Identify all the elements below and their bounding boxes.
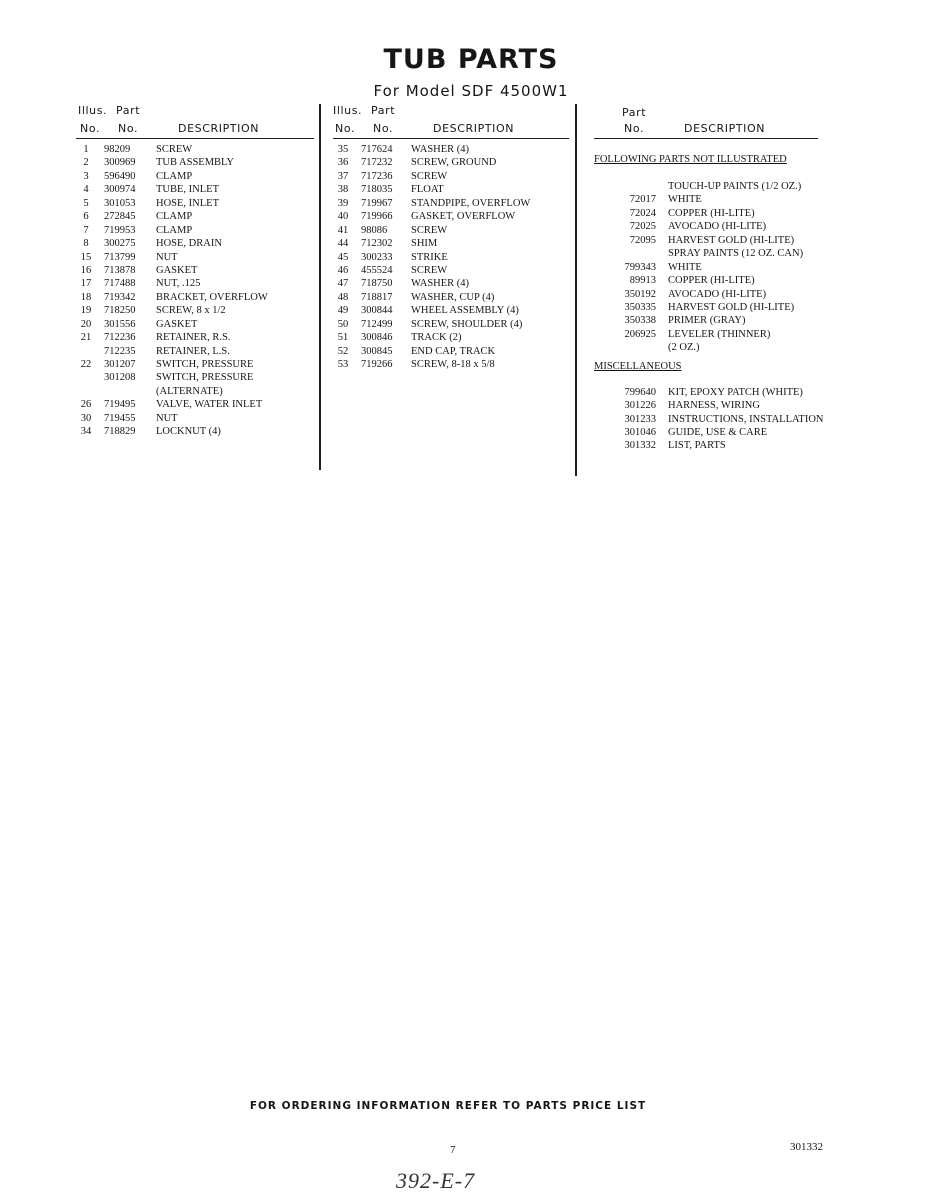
table-row (333, 143, 569, 156)
part-no: 300846 (361, 332, 393, 344)
illus-no: 52 (337, 345, 349, 357)
table-row (333, 224, 569, 237)
description: WASHER, CUP (4) (411, 291, 495, 303)
part-no: 98209 (104, 144, 131, 155)
description: SCREW, 8 x 1/2 (156, 305, 226, 317)
table-row (594, 413, 844, 426)
description: SCREW, SHOULDER (4) (411, 318, 523, 330)
description: PRIMER (GRAY) (668, 315, 746, 327)
part-no-label: No. (624, 122, 645, 135)
illus-no: 47 (337, 278, 349, 290)
part-no: 300969 (104, 157, 136, 169)
part-no: 719266 (361, 359, 393, 370)
part-no: 301556 (104, 318, 136, 330)
description: NUT, .125 (156, 278, 201, 290)
part-no: 719342 (104, 291, 136, 303)
table-row (76, 425, 314, 438)
illus-no: 49 (337, 305, 349, 317)
table-row (594, 193, 844, 206)
part-no: 712302 (361, 238, 393, 250)
description: NUT (156, 412, 178, 424)
part-no: 596490 (104, 170, 136, 182)
part-no: 799343 (624, 261, 656, 273)
description: KIT, EPOXY PATCH (WHITE) (668, 386, 803, 398)
column-divider-2 (575, 104, 577, 476)
description: LEVELER (THINNER) (668, 328, 771, 340)
part-no: 717488 (104, 278, 136, 290)
table-row (76, 264, 314, 277)
part-no: 206925 (624, 328, 656, 340)
description: COPPER (HI-LITE) (668, 207, 755, 219)
part-no-label: No. (373, 122, 394, 135)
illus-no: 17 (80, 278, 92, 290)
table-row (76, 156, 314, 169)
description: STANDPIPE, OVERFLOW (411, 197, 531, 209)
description: HARNESS, WIRING (668, 400, 760, 412)
table-row (594, 207, 844, 220)
part-no: 799640 (624, 386, 656, 398)
illus-no: 34 (80, 426, 92, 438)
column-2-rule (333, 138, 569, 139)
description: GASKET (156, 264, 198, 276)
description: SWITCH, PRESSURE (156, 359, 254, 370)
illus-no: 1 (83, 144, 89, 155)
description: TRACK (2) (411, 332, 462, 344)
illus-no: 20 (80, 318, 92, 330)
description-label: DESCRIPTION (684, 122, 766, 135)
illus-no: 39 (337, 197, 349, 209)
page-title: TUB PARTS (383, 44, 559, 75)
column-1-rule (76, 138, 314, 139)
table-row (333, 170, 569, 183)
illus-no: 35 (337, 144, 349, 155)
table-row (76, 331, 314, 344)
column-3-header (594, 104, 844, 138)
part-no: 350338 (624, 315, 656, 327)
table-row (594, 247, 844, 260)
description: CLAMP (156, 224, 193, 236)
table-row (594, 274, 844, 287)
illus-no: 53 (337, 359, 349, 370)
description: (2 OZ.) (668, 342, 700, 354)
description: GASKET, OVERFLOW (411, 211, 516, 223)
part-no: 718817 (361, 291, 393, 303)
description: GUIDE, USE & CARE (668, 427, 768, 438)
part-no: 301053 (104, 197, 136, 209)
part-no: 718829 (104, 426, 136, 438)
description: SHIM (411, 238, 438, 250)
illus-no: 36 (337, 157, 349, 169)
part-no: 300233 (361, 251, 393, 263)
description: RETAINER, L.S. (156, 345, 230, 357)
column-1-rows (76, 143, 314, 439)
illus-no: 30 (80, 412, 92, 424)
table-row (76, 385, 314, 398)
table-row (76, 251, 314, 264)
part-no: 72025 (629, 221, 656, 233)
illus-no: 4 (83, 184, 89, 196)
illus-no: 21 (80, 332, 92, 344)
description: HOSE, INLET (156, 197, 219, 209)
description: HARVEST GOLD (HI-LITE) (668, 234, 795, 246)
document-number: 301332 (790, 1141, 823, 1153)
part-no: 718035 (361, 184, 393, 196)
description: SCREW, GROUND (411, 157, 497, 169)
illus-no: 41 (337, 224, 349, 236)
description: STRIKE (411, 251, 448, 263)
part-no: 272845 (104, 211, 136, 223)
description: TUBE, INLET (156, 184, 219, 196)
description: TOUCH-UP PAINTS (1/2 OZ.) (668, 181, 802, 192)
part-no: 300844 (361, 305, 393, 317)
description: SCREW (156, 144, 193, 155)
table-row (76, 371, 314, 384)
part-no: 712499 (361, 318, 393, 330)
description: LOCKNUT (4) (156, 426, 221, 438)
not-illustrated-rows (594, 180, 844, 355)
illus-no: 48 (337, 291, 349, 303)
part-no: 717232 (361, 157, 393, 169)
illus-no: 6 (83, 211, 89, 223)
description: FLOAT (411, 184, 444, 196)
part-no: 350192 (624, 288, 656, 300)
parts-column-3 (594, 104, 844, 453)
table-row (333, 183, 569, 196)
illus-no: 50 (337, 318, 349, 330)
table-row (594, 180, 844, 193)
part-no: 713799 (104, 251, 136, 263)
illus-no: 46 (337, 264, 349, 276)
table-row (333, 291, 569, 304)
part-no: 72024 (629, 207, 656, 219)
description: SCREW (411, 264, 448, 276)
table-row (76, 318, 314, 331)
illus-no: 3 (83, 170, 89, 182)
table-row (76, 277, 314, 290)
part-label: Part (116, 104, 141, 117)
part-no: 719495 (104, 399, 136, 411)
page-number: 7 (450, 1144, 456, 1156)
part-no: 712236 (104, 332, 136, 344)
illus-no-label: No. (335, 122, 356, 135)
table-row (333, 277, 569, 290)
part-no: 300974 (104, 184, 136, 196)
illus-label: Illus. (333, 104, 363, 117)
description: AVOCADO (HI-LITE) (668, 288, 767, 300)
table-row (76, 224, 314, 237)
part-no: 350335 (624, 301, 656, 313)
description: HOSE, DRAIN (156, 238, 222, 250)
part-no: 718250 (104, 305, 136, 317)
table-row (333, 358, 569, 371)
table-row (594, 426, 844, 439)
ordering-footer: FOR ORDERING INFORMATION REFER TO PARTS PRICE LIST (249, 1100, 647, 1112)
part-no: 719455 (104, 412, 136, 424)
illus-no: 22 (80, 359, 92, 370)
table-row (76, 237, 314, 250)
illus-no: 40 (337, 211, 349, 223)
part-no: 712235 (104, 345, 136, 357)
part-no: 719966 (361, 211, 393, 223)
part-no: 301226 (624, 400, 656, 412)
table-row (76, 170, 314, 183)
description: WHITE (668, 194, 702, 206)
description: COPPER (HI-LITE) (668, 275, 755, 287)
table-row (333, 197, 569, 210)
illus-no: 5 (83, 197, 89, 209)
part-no: 301233 (624, 413, 656, 425)
description: NUT (156, 251, 178, 263)
description: CLAMP (156, 170, 193, 182)
table-row (76, 398, 314, 411)
illus-no: 26 (80, 399, 92, 411)
table-row (76, 304, 314, 317)
column-1-header (76, 104, 314, 138)
description-label: DESCRIPTION (178, 122, 260, 135)
table-row (333, 304, 569, 317)
part-no: 301207 (104, 359, 136, 370)
miscellaneous-rows (594, 386, 844, 453)
page-subtitle: For Model SDF 4500W1 (373, 82, 569, 100)
column-2-rows (333, 143, 569, 371)
description: (ALTERNATE) (156, 385, 223, 397)
column-divider-1 (319, 104, 321, 470)
description: END CAP, TRACK (411, 345, 496, 357)
part-no-label: No. (118, 122, 139, 135)
illus-no: 38 (337, 184, 349, 196)
description: HARVEST GOLD (HI-LITE) (668, 301, 795, 313)
column-2-header (333, 104, 569, 138)
table-row (594, 328, 844, 341)
table-row (76, 345, 314, 358)
illus-label: Illus. (78, 104, 108, 117)
description: GASKET (156, 318, 198, 330)
illus-no: 51 (337, 332, 349, 344)
illus-no: 19 (80, 305, 92, 317)
table-row (594, 288, 844, 301)
table-row (333, 345, 569, 358)
part-no: 718750 (361, 278, 393, 290)
description: RETAINER, R.S. (156, 332, 231, 344)
table-row (333, 251, 569, 264)
handwritten-note: 392-E-7 (396, 1168, 476, 1193)
table-row (594, 261, 844, 274)
description: INSTRUCTIONS, INSTALLATION (668, 413, 824, 425)
description: AVOCADO (HI-LITE) (668, 221, 767, 233)
description: LIST, PARTS (668, 440, 726, 452)
illus-no: 18 (80, 291, 92, 303)
illus-no: 44 (337, 238, 349, 250)
illus-no: 7 (83, 224, 89, 236)
illus-no: 2 (83, 157, 89, 169)
table-row (333, 156, 569, 169)
table-row (76, 291, 314, 304)
section-not-illustrated: FOLLOWING PARTS NOT ILLUSTRATED (594, 154, 787, 165)
parts-column-2 (333, 104, 569, 371)
illus-no: 37 (337, 170, 349, 182)
part-no: 300275 (104, 238, 136, 250)
part-no: 98086 (361, 224, 388, 236)
section-miscellaneous: MISCELLANEOUS (594, 360, 682, 372)
table-row (594, 301, 844, 314)
illus-no: 16 (80, 264, 92, 276)
table-row (333, 237, 569, 250)
part-no: 301046 (624, 427, 656, 438)
table-row (333, 210, 569, 223)
table-row (594, 314, 844, 327)
description: VALVE, WATER INLET (156, 399, 263, 411)
part-label: Part (371, 104, 396, 117)
part-no: 719967 (361, 197, 393, 209)
description: WHEEL ASSEMBLY (4) (411, 305, 519, 317)
description-label: DESCRIPTION (433, 122, 515, 135)
table-row (76, 197, 314, 210)
description: SPRAY PAINTS (12 OZ. CAN) (668, 248, 804, 260)
part-label: Part (622, 106, 647, 119)
table-row (594, 439, 844, 452)
description: WASHER (4) (411, 144, 470, 155)
table-row (76, 143, 314, 156)
table-row (76, 183, 314, 196)
table-row (594, 234, 844, 247)
description: SCREW (411, 224, 448, 236)
part-no: 72017 (629, 194, 656, 206)
part-no: 301208 (104, 372, 136, 384)
table-row (333, 264, 569, 277)
description: SWITCH, PRESSURE (156, 372, 254, 384)
table-row (594, 341, 844, 354)
table-row (594, 399, 844, 412)
part-no: 72095 (629, 234, 656, 246)
table-row (76, 210, 314, 223)
part-no: 713878 (104, 264, 136, 276)
table-row (76, 412, 314, 425)
illus-no-label: No. (80, 122, 101, 135)
illus-no: 45 (337, 251, 349, 263)
table-row (594, 386, 844, 399)
description: TUB ASSEMBLY (156, 157, 235, 169)
part-no: 455524 (361, 264, 393, 276)
table-row (76, 358, 314, 371)
table-row (333, 318, 569, 331)
parts-column-1 (76, 104, 314, 439)
part-no: 717624 (361, 144, 393, 155)
illus-no: 8 (83, 238, 89, 250)
part-no: 300845 (361, 345, 393, 357)
part-no: 89913 (629, 275, 656, 287)
description: SCREW, 8-18 x 5/8 (411, 359, 495, 370)
description: BRACKET, OVERFLOW (156, 291, 268, 303)
part-no: 301332 (624, 440, 656, 452)
description: CLAMP (156, 211, 193, 223)
description: WASHER (4) (411, 278, 470, 290)
part-no: 719953 (104, 224, 136, 236)
description: SCREW (411, 170, 448, 182)
table-row (594, 220, 844, 233)
part-no: 717236 (361, 170, 393, 182)
description: WHITE (668, 261, 702, 273)
illus-no: 15 (80, 251, 92, 263)
table-row (333, 331, 569, 344)
